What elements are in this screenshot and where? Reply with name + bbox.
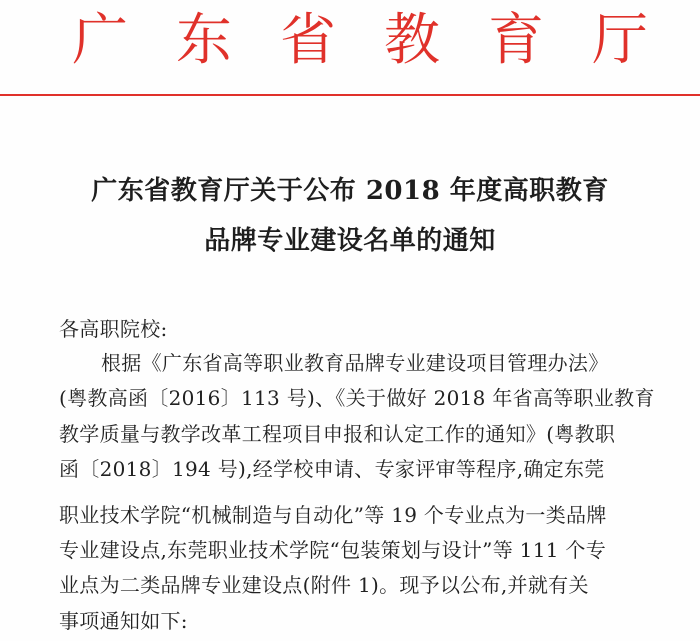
paragraph-line: 业点为二类品牌专业建设点(附件 1)。现予以公布,并就有关 [59, 573, 589, 597]
letterhead-char: 厅 [592, 8, 648, 73]
paragraph-line: 教学质量与教学改革工程项目申报和认定工作的通知》(粤教职 [59, 422, 616, 446]
paragraph-line: (粤教高函〔2016〕113 号)、《关于做好 2018 年省高等职业教育 [59, 386, 655, 410]
letterhead-title [60, 6, 660, 76]
letterhead-char: 教 [384, 8, 440, 73]
paragraph-line: 专业建设点,东莞职业技术学院“包装策划与设计”等 111 个专 [59, 538, 606, 562]
letterhead-char: 东 [176, 8, 232, 73]
salutation: 各高职院校: [59, 317, 168, 341]
letterhead-red-rule [0, 94, 700, 96]
paragraph-line: 函〔2018〕194 号),经学校申请、专家评审等程序,确定东莞 [59, 457, 605, 481]
document-title-line-1: 广东省教育厅关于公布 2018 年度高职教育 [91, 176, 609, 206]
paragraph-line: 事项通知如下: [59, 609, 188, 633]
letterhead-char: 广 [72, 8, 128, 73]
paragraph-line: 职业技术学院“机械制造与自动化”等 19 个专业点为一类品牌 [59, 503, 607, 527]
paragraph-line: 根据《广东省高等职业教育品牌专业建设项目管理办法》 [101, 351, 609, 375]
letterhead-char: 省 [280, 8, 336, 73]
letterhead-char: 育 [488, 8, 544, 73]
document-title-line-2: 品牌专业建设名单的通知 [204, 226, 496, 256]
